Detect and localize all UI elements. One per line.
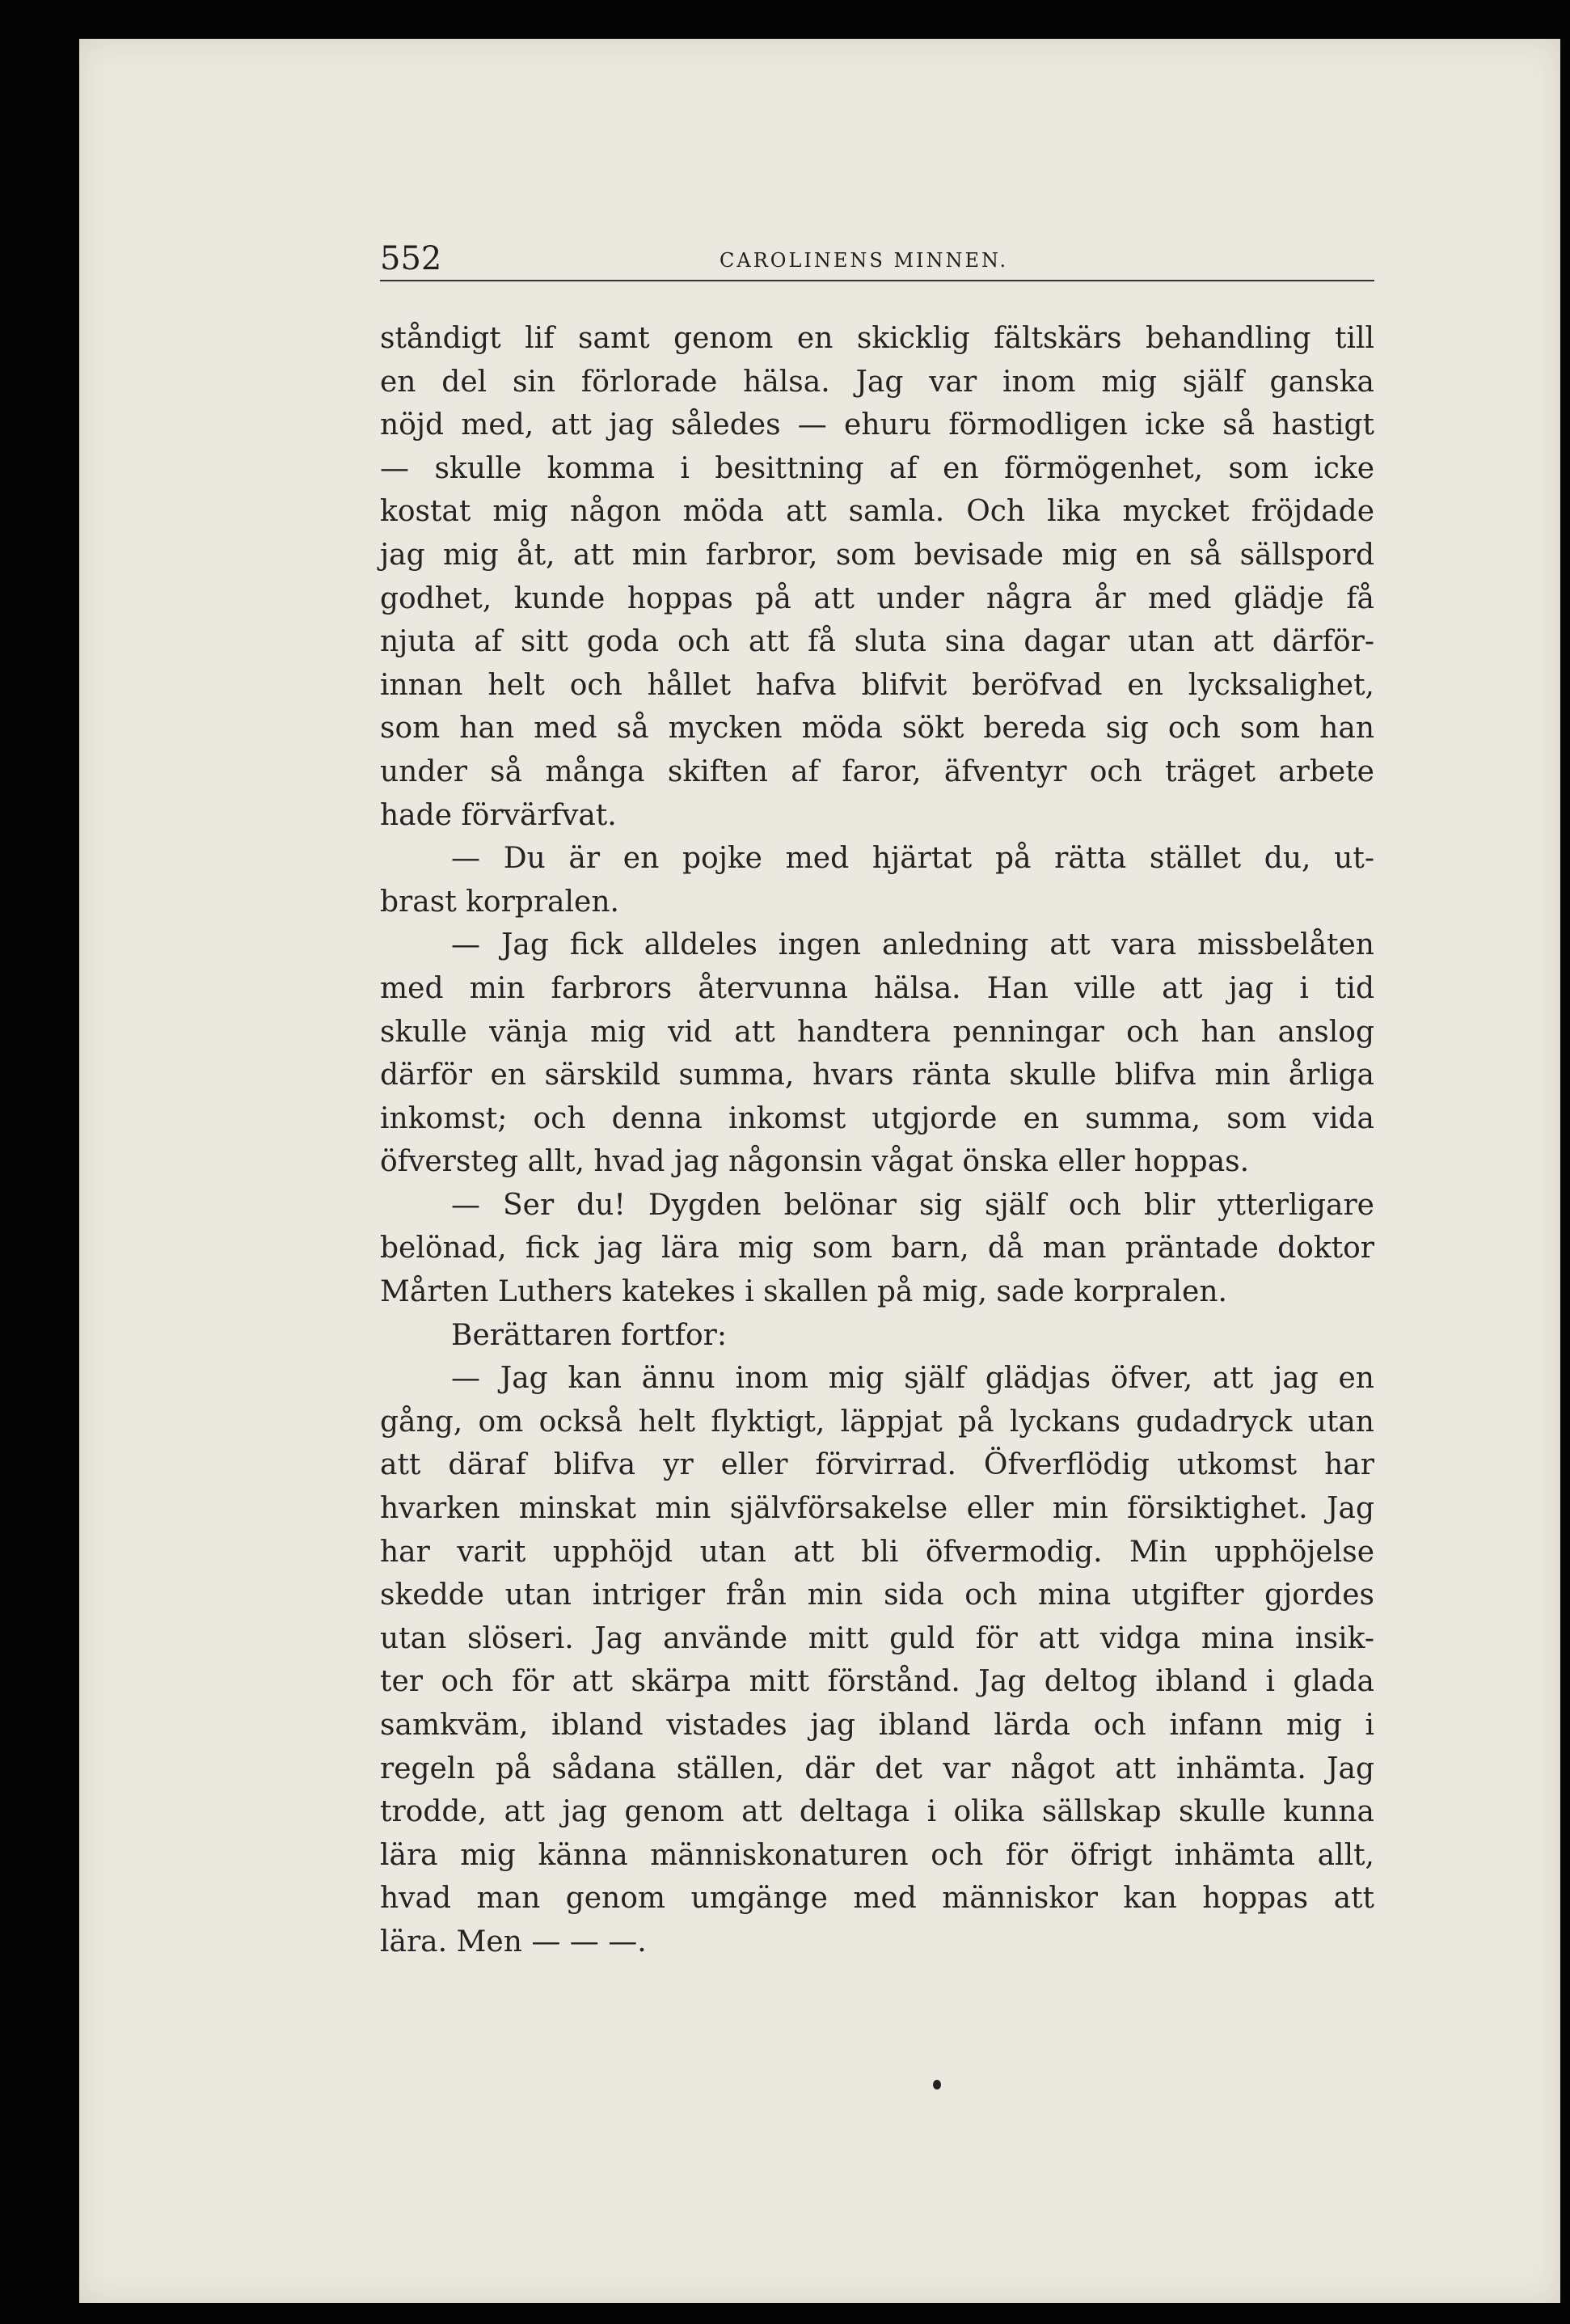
text-line: gång, om också helt flyktigt, läppjat på lyckans gudadryck utan: [380, 1405, 1374, 1439]
text-line: under så många skiften af faror, äfventyr och träget arbete: [380, 754, 1374, 788]
body-text: [380, 317, 1374, 1964]
text-line: Mårten Luthers katekes i skallen på mig, sade korpralen.: [380, 1275, 1227, 1309]
text-line: trodde, att jag genom att deltaga i olika sällskap skulle kunna: [380, 1795, 1374, 1829]
text-line: — Jag kan ännu inom mig själf glädjas öfver, att jag en: [451, 1362, 1374, 1396]
page-header: [380, 239, 1374, 281]
text-line: lära mig känna människonaturen och för öfrigt inhämta allt,: [380, 1838, 1374, 1872]
page-number: 552: [380, 240, 442, 277]
text-line: hvad man genom umgänge med människor kan hoppas att: [380, 1882, 1374, 1916]
text-line: inkomst; och denna inkomst utgjorde en summa, som vida: [380, 1101, 1374, 1135]
text-line: godhet, kunde hoppas på att under några år med glädje få: [380, 581, 1374, 615]
text-line: jag mig åt, att min farbror, som bevisade mig en så sällspord: [380, 538, 1374, 572]
text-line: — skulle komma i besittning af en förmögenhet, som icke: [380, 451, 1374, 485]
text-line: ter och för att skärpa mitt förstånd. Jag deltog ibland i glada: [380, 1665, 1374, 1699]
text-line: njuta af sitt goda och att få sluta sina dagar utan att därför-: [380, 625, 1374, 659]
text-line: utan slöseri. Jag använde mitt guld för att vidga mina insik-: [380, 1621, 1374, 1655]
text-line: belönad, fick jag lära mig som barn, då man präntade doktor: [380, 1232, 1374, 1266]
text-line: nöjd med, att jag således — ehuru förmodligen icke så hastigt: [380, 408, 1374, 442]
text-line: som han med så mycken möda sökt bereda sig och som han: [380, 712, 1374, 746]
running-head: CAROLINENS MINNEN.: [720, 249, 1009, 272]
text-line: brast korpralen.: [380, 885, 619, 919]
ink-dot: [933, 2080, 941, 2089]
text-line: lära. Men — — —.: [380, 1925, 647, 1958]
text-line: — Ser du! Dygden belönar sig själf och blir ytterligare: [451, 1188, 1374, 1222]
text-line: har varit upphöjd utan att bli öfvermodig. Min upphöjelse: [380, 1535, 1374, 1569]
text-line: en del sin förlorade hälsa. Jag var inom mig själf ganska: [380, 365, 1374, 399]
text-line: därför en särskild summa, hvars ränta skulle blifva min årliga: [380, 1058, 1374, 1092]
text-line: samkväm, ibland vistades jag ibland lärda och infann mig i: [380, 1709, 1374, 1742]
text-line: regeln på sådana ställen, där det var något att inhämta. Jag: [380, 1751, 1374, 1785]
text-line: skedde utan intriger från min sida och mina utgifter gjordes: [380, 1578, 1374, 1612]
text-line: med min farbrors återvunna hälsa. Han ville att jag i tid: [380, 971, 1374, 1005]
text-line: kostat mig någon möda att samla. Och lika mycket fröjdade: [380, 495, 1374, 529]
text-line: öfversteg allt, hvad jag någonsin vågat önska eller hoppas.: [380, 1145, 1250, 1179]
text-line: att däraf blifva yr eller förvirrad. Öfverflödig utkomst har: [380, 1448, 1374, 1482]
text-line: skulle vänja mig vid att handtera penningar och han anslog: [380, 1015, 1374, 1049]
text-line: — Jag fick alldeles ingen anledning att vara missbelåten: [451, 928, 1374, 962]
text-line: hade förvärfvat.: [380, 798, 617, 832]
text-line: ståndigt lif samt genom en skicklig fältskärs behandling till: [380, 322, 1374, 355]
text-line: innan helt och hållet hafva blifvit beröfvad en lycksalighet,: [380, 668, 1374, 702]
text-line: hvarken minskat min självförsakelse eller min försiktighet. Jag: [380, 1492, 1374, 1526]
text-line: — Du är en pojke med hjärtat på rätta stället du, ut-: [451, 842, 1374, 876]
text-line: Berättaren fortfor:: [451, 1318, 727, 1352]
